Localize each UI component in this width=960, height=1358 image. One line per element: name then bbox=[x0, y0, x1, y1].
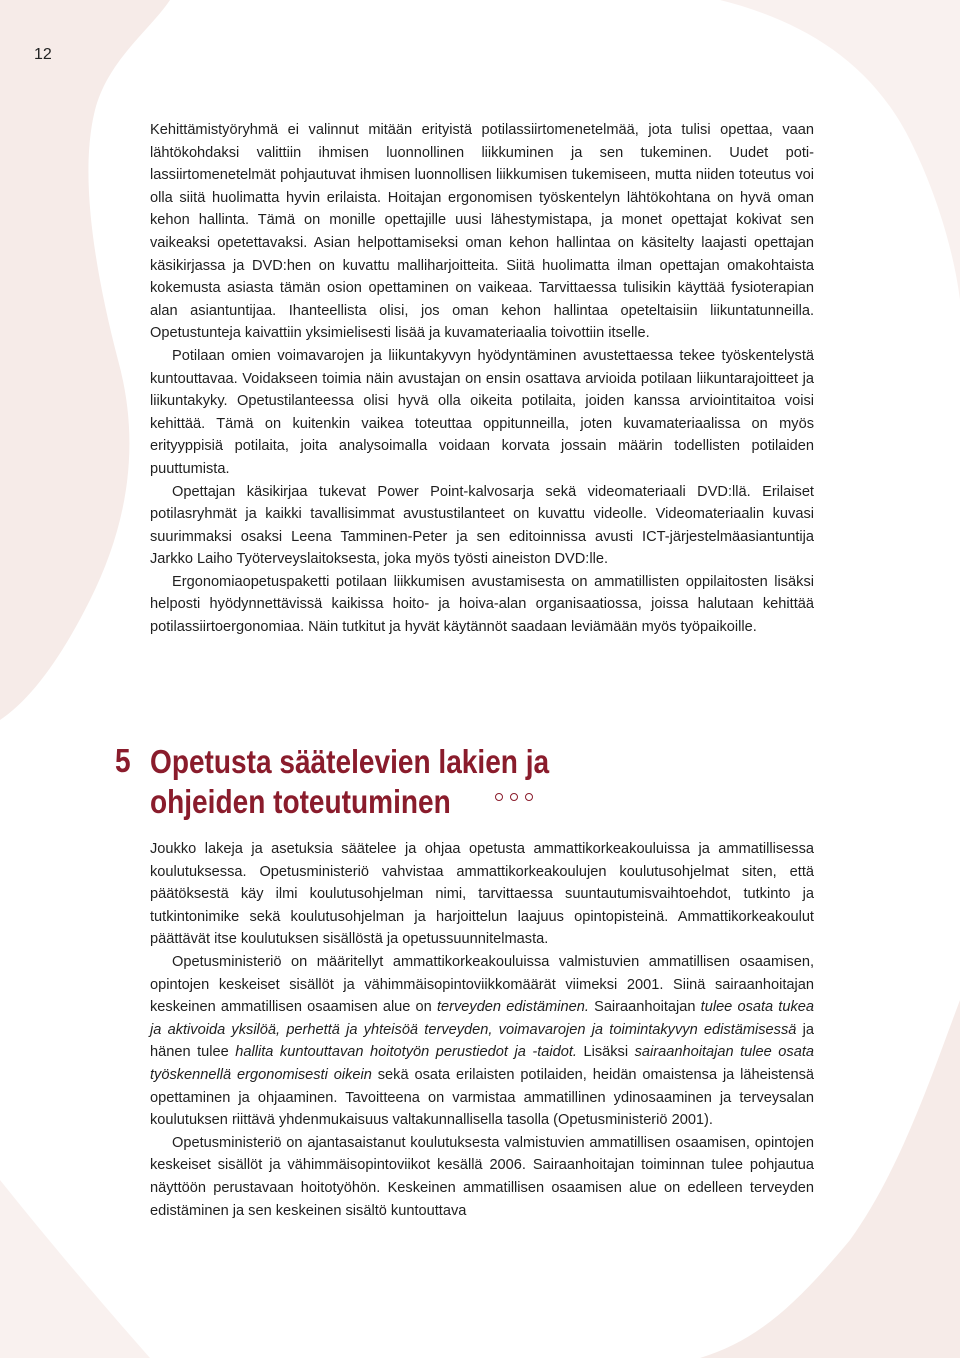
circle-icon bbox=[525, 793, 533, 801]
bottom-left-corner-shape bbox=[0, 1180, 150, 1358]
intro-text-section bbox=[150, 119, 814, 639]
circle-icon bbox=[510, 793, 518, 801]
italic-run: tulee osata tukea ja aktivoida yksilöä, perhettä ja yhteisöä terveyden, voimavarojen ja toimintakyvyn edistämisessä bbox=[150, 999, 814, 1038]
paragraph: Potilaan omien voimavarojen ja liikuntakyvyn hyödyntäminen avustettaessa tekee työskentelystä kuntouttavaa. Voidakseen toimia näin avustajan on ensin osattava arvioida potilaan liikuntarajoitteet ja liikuntakyky. Opetustilanteessa olisi hyvä olla oikeita potilaita, joiden kanssa arviointitaitoa voisi kehittää. Tämä on kuitenkin vaikea toteuttaa oppitunneilla, joten kuvamateriaalissa on myös erityyppisiä potilaita, joita analysoimalla voidaan korvata jossain määrin todellisten potilaiden puuttumista. bbox=[150, 347, 814, 477]
paragraph: Opetusministeriö on ajantasaistanut koulutuksesta valmistuvien ammatillisen osaamisen, opintojen keskeiset sisällöt ja vähimmäisopintoviikot kesällä 2006. Sairaanhoitajan toiminnan tulee pohjautua näyttöön perustavaan hoitotyöhön. Keskeinen ammatillisen osaamisen alue on edelleen terveyden edistäminen ja sen keskeinen sisältö kuntouttava bbox=[150, 1134, 814, 1219]
text-run: sekä osata erilaisten potilaiden, heidän omaistensa ja läheistensä opettaminen ja ohjaaminen. Tavoitteena on varmistaa ammatillinen ydinosaaminen ja terveysalan koulutuksen riittävä yhdenmukaisuus valtakunnallisella tasolla (Opetusministeriö 2001). bbox=[150, 1066, 815, 1129]
section-title-line-2: ohjeiden toteutuminen bbox=[150, 783, 451, 820]
italic-run: hallita kuntouttavan hoitotyön perustiedot ja -taidot. bbox=[235, 1044, 577, 1061]
section-title bbox=[150, 742, 762, 822]
paragraph: Kehittämistyöryhmä ei valinnut mitään erityistä potilassiirtomenetelmää, jota tulisi opettaa, vaan lähtökohdaksi valittiin ihmisen luonnollinen liikkuminen ja sen tukeminen. Uudet potilassiirtomenetelmät pohjautuvat ihmisen luonnollisen liikkumisen tukemiseen, mutta niiden toteutus voi olla siitä huolimatta hyvin erilaista. Hoitajan ergonomisen työskentelyn lähtökohtana on hyvä oman kehon hallinta. Tämä on monille opettajille uusi lähestymistapa, ja monet opettajat kokivat sen vaikeaksi opetettavaksi. Asian helpottamiseksi oman kehon hallintaa on käsitelty laajasti opettajan käsikirjassa ja DVD:hen on kuvattu malliharjoitteita. Siitä huolimatta ilman opettajan omakohtaista kokemusta asiasta tämän osion opettaminen on vaikeaa. Tarvittaessa tulisikin käyttää fysioterapian alan asiantuntijaa. Ihanteellista olisi, jos oman kehon hallintaa opeteltaisiin liikuntatunneilla. Opetustunteja kaivattiin yksimielisesti lisää ja kuvamateriaalia toivottiin itselle. bbox=[150, 122, 814, 342]
paragraph: Ergonomiaopetuspaketti potilaan liikkumisen avustamisesta on ammatillisten oppilaitosten lisäksi helposti hyödynnettävissä kaikissa hoito- ja hoiva-alan organisaatiossa, joissa halutaan kehittää potilassiirtoergonomiaa. Näin tutkitut ja hyvät käytännöt saadaan leviämään myös työpaikoille. bbox=[150, 573, 814, 636]
paragraph bbox=[150, 951, 814, 1132]
paragraph: Joukko lakeja ja asetuksia säätelee ja ohjaa opetusta ammattikorkeakouluissa ja ammatillisessa koulutuksessa. Opetusministeriö vahvistaa ammattikorkeakoulujen koulutusohjelmat siten, että päätöksestä käy ilmi koulutusohjelman nimi, tarvittaessa suuntautumisvaihtoehdot, tutkinto ja tutkintonimike sekä koulutusohjelman ja harjoittelun laajuus opintopisteinä. Ammattikorkeakoulut päättävät itse koulutuksen sisällöstä ja opetussuunnitelmasta. bbox=[150, 841, 814, 948]
text-run: Opetusministeriö on määritellyt ammattikorkeakouluissa valmistuvien ammatillisen osaamisen, opintojen keskeiset sisällöt ja vähimmäisopintoviikkomäärät viimeksi 2001. Siinä sairaanhoitajan keskeinen ammatillisen osaamisen alue on bbox=[150, 953, 814, 1016]
top-left-swirl-shape bbox=[0, 0, 170, 720]
section-5-text bbox=[150, 838, 814, 1222]
text-run: ja hänen tulee bbox=[150, 1021, 814, 1061]
italic-run: sairaanhoitajan tulee osata työskennellä ergonomisesti oikein bbox=[150, 1044, 814, 1083]
italic-run: terveyden edistäminen. bbox=[436, 999, 589, 1016]
section-number: 5 bbox=[115, 742, 131, 779]
text-run: Lisäksi bbox=[576, 1044, 635, 1061]
decorative-circles bbox=[495, 793, 533, 801]
section-title-line-1: Opetusta säätelevien lakien ja bbox=[150, 743, 550, 780]
paragraph: Opettajan käsikirjaa tukevat Power Point-kalvosarja sekä videomateriaali DVD:llä. Erilaiset potilasryhmät ja kaikki tavallisimmat avustustilanteet on kuvattu videolle. Videomateriaalin kuvasi suurimmaksi osaksi Leena Tamminen-Peter ja sen editoinnissa avusti ICT-järjestelmäasiantuntija Jarkko Laiho Työterveyslaitoksesta, joka myös työsti aineiston DVD:lle. bbox=[150, 483, 814, 568]
text-run: Sairaanhoitajan bbox=[588, 999, 701, 1016]
page-number: 12 bbox=[34, 46, 52, 63]
circle-icon bbox=[495, 793, 503, 801]
